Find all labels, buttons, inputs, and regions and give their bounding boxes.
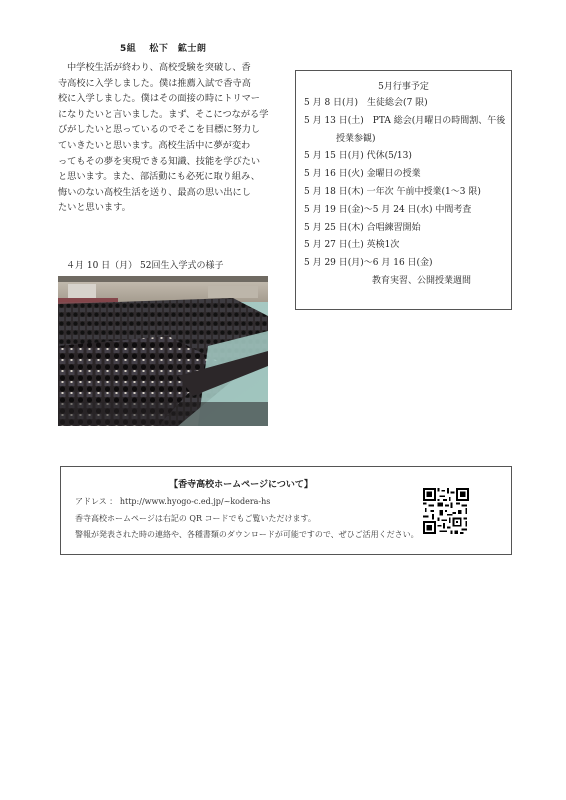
schedule-item: 5 月 18 日(木) 一年次 午前中授業(1～3 限): [304, 186, 481, 197]
essay-body: [58, 60, 269, 216]
essay-line: ていきたいと思います。高校生活中に夢が変わ: [58, 139, 251, 151]
homepage-address[interactable]: アドレス ： http://www.hyogo-c.ed.jp/~kodera-hs: [75, 497, 271, 506]
schedule-list: [304, 95, 505, 291]
qr-code-icon[interactable]: [423, 488, 469, 534]
entrance-ceremony-photo: [58, 276, 268, 426]
essay-line: たいと思います。: [58, 202, 131, 214]
schedule-title: 5月行事予定: [378, 82, 429, 92]
essay-author: 5組 松下 鉱士朗: [120, 44, 207, 54]
essay-line: 悔いのない高校生活を送り、最高の思い出にし: [58, 186, 251, 198]
essay-line: になりたいと言いました。まず、そこにつながる学: [58, 108, 269, 120]
essay-line: ってもその夢を実現できる知識、技能を学びたい: [58, 155, 261, 167]
may-schedule-box: [295, 70, 512, 310]
ceremony-illustration: [58, 276, 268, 426]
schedule-item: 5 月 16 日(火) 金曜日の授業: [304, 169, 421, 180]
homepage-usage-note: 警報が発表された時の連絡や、各種書類のダウンロードが可能ですので、ぜひご活用ください。: [75, 530, 419, 539]
schedule-item: 5 月 8 日(月) 生徒総会(7 限): [304, 98, 428, 108]
essay-line: 校に入学しました。僕はその面接の時にトリマー: [58, 93, 260, 105]
essay-line: 寺高校に入学しました。僕は推薦入試で香寺高: [58, 77, 251, 89]
essay-line: 中学校生活が終わり、高校受験を突破し、香: [67, 62, 251, 73]
schedule-item: 教育実習、公開授業週間: [372, 275, 472, 286]
schedule-item: 5 月 19 日(金)～5 月 24 日(水) 中間考査: [304, 204, 472, 215]
essay-line: びがしたいと思っているのでそこを目標に努力し: [58, 124, 261, 136]
homepage-title: 【香寺高校ホームページについて】: [169, 480, 313, 490]
schedule-item: 5 月 15 日(月) 代休(5/13): [304, 151, 412, 162]
homepage-info-box: [60, 466, 512, 555]
schedule-item: 5 月 27 日(土) 英検1次: [304, 240, 400, 251]
essay-line: と思います。また、部活動にも必死に取り組み、: [58, 171, 260, 183]
schedule-item: 5 月 29 日(月)～6 月 16 日(金): [304, 258, 433, 269]
photo-caption: ４月 10 日（月） 52回生入学式の様子: [66, 261, 224, 271]
schedule-item: 授業参観): [336, 133, 376, 144]
homepage-qr-note: 香寺高校ホームページは右記の QR コードでもご覧いただけます。: [75, 514, 316, 523]
schedule-item: 5 月 25 日(木) 合唱練習開始: [304, 222, 421, 233]
schedule-item: 5 月 13 日(土) PTA 総会(月曜日の時間割、午後: [304, 115, 506, 126]
